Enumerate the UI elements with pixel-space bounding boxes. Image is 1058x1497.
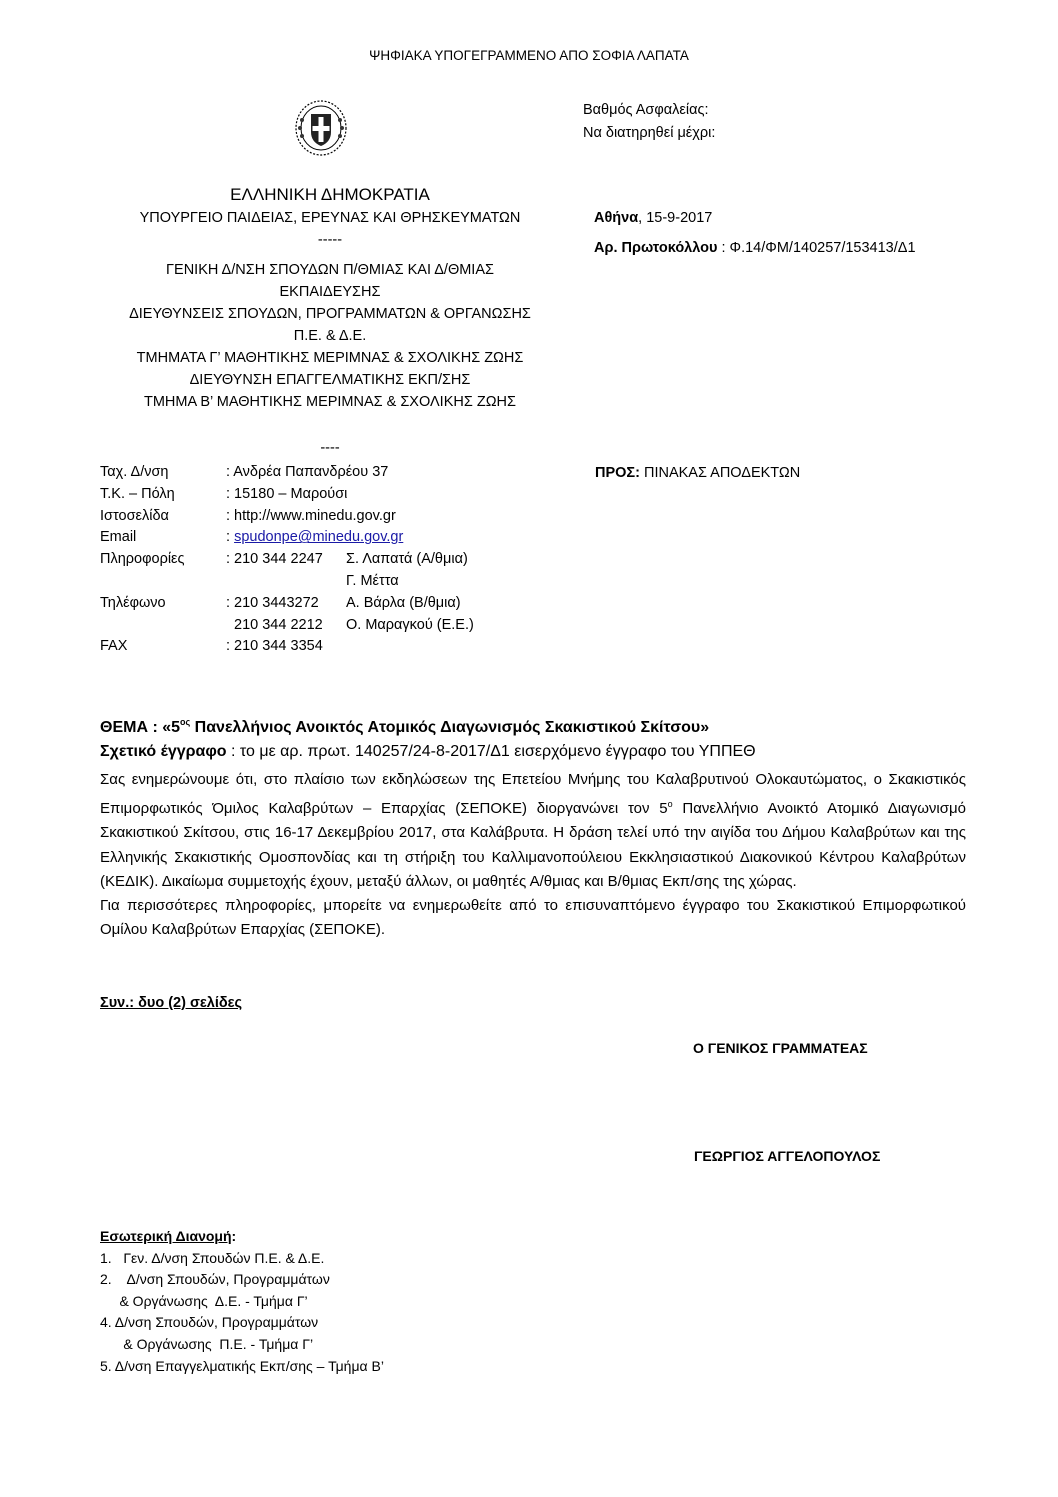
website-value: : http://www.minedu.gov.gr	[226, 507, 396, 524]
header-separator: -----	[317, 232, 343, 248]
distribution-item: 2. Δ/νση Σπουδών, Προγραμμάτων	[100, 1271, 330, 1288]
info-phone: : 210 344 2247	[226, 551, 323, 568]
recipients-label: ΠΡΟΣ:	[595, 465, 640, 481]
hellenic-republic-emblem-icon	[293, 98, 349, 158]
fax-value: : 210 344 3354	[226, 638, 323, 655]
email-link[interactable]: spudonpe@minedu.gov.gr	[234, 529, 404, 546]
phone-value: : 210 3443272	[226, 594, 319, 611]
letter-body	[100, 768, 966, 942]
related-value: : το με αρ. πρωτ. 140257/24-8-2017/Δ1 εισερχόμενο έγγραφο του ΥΠΠΕΘ	[226, 743, 756, 760]
distribution-item: 4. Δ/νση Σπουδών, Προγραμμάτων	[100, 1314, 319, 1331]
keep-until-label: Να διατηρηθεί μέχρι:	[583, 125, 716, 141]
info-person: Γ. Μέττα	[346, 572, 399, 589]
subject-ordinal: ος	[180, 717, 191, 727]
distribution-item: & Οργάνωσης Δ.Ε. - Τμήμα Γ’	[100, 1292, 308, 1309]
address-value: : Ανδρέα Παπανδρέου 37	[226, 464, 389, 480]
phone-person: Α. Βάρλα (Β/θμια)	[346, 594, 461, 611]
body-text-start: Σας ενημερώνουμε ότι, στο πλαίσιο των εκδηλώσεων της Επετείου Μνήμης του Καλαβρυτινού Ολοκαυτώματος, ο Σκακιστικός Επιμορφωτικός Όμιλος Καλαβρύτων – Επαρχίας (ΣΕΠΟΚΕ) διοργανώνει τον 5	[100, 771, 966, 818]
subject-prefix: : «5	[148, 719, 181, 736]
distribution-heading	[100, 1226, 384, 1248]
department-line: ΔΙΕΥΘΥΝΣΗ ΕΠΑΓΓΕΛΜΑΤΙΚΗΣ ΕΚΠ/ΣΗΣ	[189, 372, 471, 388]
department-line: ΔΙΕΥΘΥΝΣΕΙΣ ΣΠΟΥΔΩΝ, ΠΡΟΓΡΑΜΜΑΤΩΝ & ΟΡΓΑΝΩΣΗΣ	[129, 306, 531, 322]
info-label: Πληροφορίες	[100, 551, 185, 568]
security-classification	[583, 99, 715, 145]
department-line: Π.Ε. & Δ.Ε.	[293, 328, 367, 344]
email-prefix: :	[226, 529, 235, 546]
subject-line	[100, 710, 756, 740]
issuer-header	[100, 183, 560, 459]
signer-name: ΓΕΩΡΓΙΟΣ ΑΓΓΕΛΟΠΟΥΛΟΣ	[694, 1148, 881, 1164]
attachments-note: Συν.: δυο (2) σελίδες	[100, 995, 243, 1011]
body-text-end: Πανελλήνιο Ανοικτό Ατομικό Διαγωνισμό Σκακιστικού Σκίτσου, στις 16-17 Δεκεμβρίου 2017, στα Καλάβρυτα. Η δράση τελεί υπό την αιγίδα του Δήμου Καλαβρύτων και της Ελληνικής Σκακιστικής Ομοσπονδίας και τη στήριξη του Καλλιμανοπούλειου Εκκλησιαστικού Διακονικού Κέντρου Καλαβρύτων (ΚΕΔΙΚ). Δικαίωμα συμμετοχής έχουν, μεταξύ άλλων, οι μαθητές Α/θμιας και Β/θμιας Εκπ/σης της χώρας.	[100, 800, 966, 890]
body-paragraph: Για περισσότερες πληροφορίες, μπορείτε να ενημερωθείτε από το επισυναπτόμενο έγγραφο του Σκακιστικού Επιμορφωτικού Ομίλου Καλαβρύτων Επαρχίας (ΣΕΠΟΚΕ).	[100, 897, 966, 939]
protocol-label: Αρ. Πρωτοκόλλου	[594, 240, 718, 256]
digital-signature-stamp: ΨΗΦΙΑΚΑ ΥΠΟΓΕΓΡΑΜΜΕΝΟ ΑΠΟ ΣΟΦΙΑ ΛΑΠΑΤΑ	[369, 48, 689, 63]
security-level-label: Βαθμός Ασφαλείας:	[583, 102, 709, 118]
related-label: Σχετικό έγγραφο	[100, 743, 227, 760]
distribution-heading-colon: :	[231, 1228, 237, 1244]
address-label: Ταχ. Δ/νση	[100, 464, 169, 480]
department-line: ΓΕΝΙΚΗ Δ/ΝΣΗ ΣΠΟΥΔΩΝ Π/ΘΜΙΑΣ ΚΑΙ Δ/ΘΜΙΑΣ	[166, 262, 494, 278]
protocol-number: : Φ.14/ΦΜ/140257/153413/Δ1	[717, 240, 916, 256]
republic-name: ΕΛΛΗΝΙΚΗ ΔΗΜΟΚΡΑΤΙΑ	[230, 185, 430, 204]
department-line: ΤΜΗΜΑΤΑ Γ’ ΜΑΘΗΤΙΚΗΣ ΜΕΡΙΜΝΑΣ & ΣΧΟΛΙΚΗΣ ΖΩΗΣ	[136, 350, 524, 366]
subject-block	[100, 710, 756, 764]
email-label: Email	[100, 529, 137, 546]
phone-label: Τηλέφωνο	[100, 594, 166, 611]
distribution-item: 1. Γεν. Δ/νση Σπουδών Π.Ε. & Δ.Ε.	[100, 1249, 325, 1266]
department-line: ΕΚΠΑΙΔΕΥΣΗΣ	[279, 284, 381, 300]
distribution-heading-text: Εσωτερική Διανομή	[100, 1228, 232, 1244]
department-line: ΤΜΗΜΑ Β’ ΜΑΘΗΤΙΚΗΣ ΜΕΡΙΜΝΑΣ & ΣΧΟΛΙΚΗΣ ΖΩΗΣ	[144, 394, 516, 410]
signer-title: Ο ΓΕΝΙΚΟΣ ΓΡΑΜΜΑΤΕΑΣ	[693, 1040, 868, 1056]
body-ordinal: ο	[667, 799, 673, 810]
distribution-item: 5. Δ/νση Επαγγελματικής Εκπ/σης – Τμήμα Β’	[100, 1357, 384, 1374]
recipients	[595, 465, 800, 481]
subject-title: Πανελλήνιος Ανοικτός Ατομικός Διαγωνισμός Σκακιστικού Σκίτσου»	[190, 719, 710, 736]
ministry-name: ΥΠΟΥΡΓΕΙΟ ΠΑΙΔΕΙΑΣ, ΕΡΕΥΝΑΣ ΚΑΙ ΘΡΗΣΚΕΥΜΑΤΩΝ	[139, 210, 521, 226]
internal-distribution	[100, 1226, 384, 1377]
date-protocol-block	[594, 203, 916, 263]
document-date: , 15-9-2017	[638, 210, 713, 226]
header-separator-bottom: ----	[320, 440, 340, 456]
fax-label: FAX	[100, 638, 128, 655]
info-person: Σ. Λαπατά (Α/θμια)	[346, 551, 468, 568]
phone-person: Ο. Μαραγκού (Ε.Ε.)	[346, 616, 474, 633]
subject-label: ΘΕΜΑ	[100, 719, 148, 736]
city-label: Αθήνα	[594, 210, 639, 226]
postal-value: : 15180 – Μαρούσι	[226, 485, 348, 502]
body-paragraph	[100, 768, 966, 894]
distribution-item: & Οργάνωσης Π.Ε. - Τμήμα Γ’	[100, 1335, 314, 1352]
phone-value: 210 344 2212	[234, 616, 323, 633]
postal-label: Τ.Κ. – Πόλη	[100, 485, 175, 502]
recipients-value: ΠΙΝΑΚΑΣ ΑΠΟΔΕΚΤΩΝ	[639, 465, 801, 481]
related-line	[100, 740, 756, 764]
website-label: Ιστοσελίδα	[100, 507, 169, 524]
